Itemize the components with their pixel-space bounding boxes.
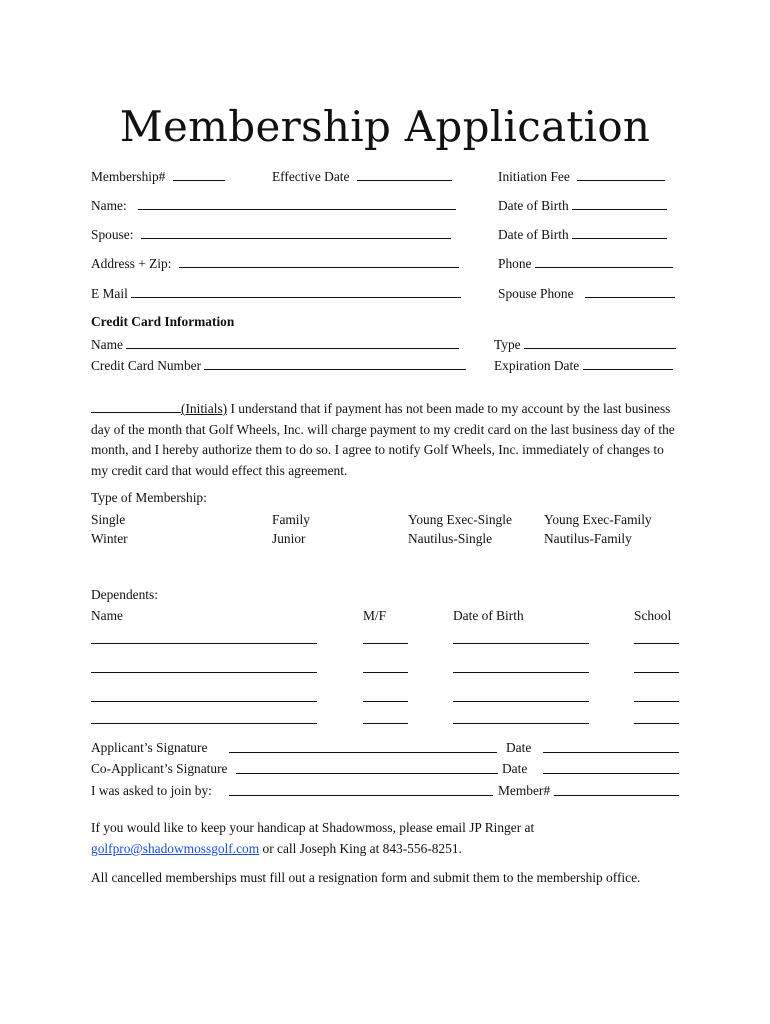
initials-label: (Initials) <box>181 401 228 416</box>
spouse-phone-label: Spouse Phone <box>498 286 574 301</box>
cancellation-text: All cancelled memberships must fill out a resignation form and submit them to the membership office. <box>91 870 641 885</box>
expiration-date-field[interactable] <box>494 357 673 374</box>
spouse-phone-field[interactable] <box>498 285 675 302</box>
dependent-school-blank[interactable] <box>634 723 679 724</box>
effective-date-field[interactable] <box>272 168 452 185</box>
dependent-school-blank[interactable] <box>634 643 679 644</box>
spouse-label: Spouse: <box>91 227 134 242</box>
email-label: E Mail <box>91 286 128 301</box>
dependent-dob-blank[interactable] <box>453 672 589 673</box>
membership-option-nautilus-single[interactable]: Nautilus-Single <box>408 531 493 546</box>
membership-number-label: Membership# <box>91 169 166 184</box>
dependents-heading: Dependents: <box>91 587 158 602</box>
credit-card-heading: Credit Card Information <box>91 314 235 329</box>
date-of-birth-field[interactable] <box>498 197 667 214</box>
contact-line <box>91 841 462 857</box>
phone-field[interactable] <box>498 255 673 272</box>
membership-option-nautilus-family[interactable]: Nautilus-Family <box>544 531 632 546</box>
card-name-blank <box>126 336 459 349</box>
dependents-col-name: Name <box>91 608 123 623</box>
dependent-dob-blank[interactable] <box>453 701 589 702</box>
spouse-date-of-birth-field[interactable] <box>498 226 667 243</box>
applicant-signature-label: Applicant’s Signature <box>91 740 208 755</box>
membership-option-young-exec-family[interactable]: Young Exec-Family <box>544 512 652 527</box>
dependent-mf-blank[interactable] <box>363 723 408 724</box>
co-applicant-signature-blank[interactable] <box>236 773 498 774</box>
card-name-label: Name <box>91 337 123 352</box>
card-type-blank <box>524 336 676 349</box>
dependent-mf-blank[interactable] <box>363 672 408 673</box>
expiration-date-label: Expiration Date <box>494 358 580 373</box>
phone-blank <box>535 255 673 268</box>
email-link[interactable]: golfpro@shadowmossgolf.com <box>91 841 260 856</box>
email-blank <box>131 285 461 298</box>
dependent-mf-blank[interactable] <box>363 643 408 644</box>
card-type-field[interactable] <box>494 336 676 353</box>
membership-option-young-exec-single[interactable]: Young Exec-Single <box>408 512 512 527</box>
name-label: Name: <box>91 198 127 213</box>
card-number-label: Credit Card Number <box>91 358 202 373</box>
spouse-date-of-birth-blank <box>572 226 667 239</box>
agreement-text: I understand that if payment has not been made to my account by the last business day of the month that Golf Wheels, Inc. will charge payment to my credit card on the last business day of the month, and I hereby authorize them to do so. I agree to notify Golf Wheels, Inc. immediately of changes to my credit card that would effect this agreement. <box>91 401 675 478</box>
membership-option-family[interactable]: Family <box>272 512 310 527</box>
card-number-blank <box>204 357 466 370</box>
name-field[interactable] <box>91 197 456 214</box>
agreement-paragraph <box>91 399 681 481</box>
dependent-dob-blank[interactable] <box>453 643 589 644</box>
membership-number-field[interactable] <box>91 168 225 185</box>
dependents-col-dob: Date of Birth <box>453 608 524 623</box>
effective-date-blank <box>357 168 452 181</box>
dependent-school-blank[interactable] <box>634 672 679 673</box>
initiation-fee-label: Initiation Fee <box>498 169 570 184</box>
membership-option-winter[interactable]: Winter <box>91 531 128 546</box>
dependents-col-school: School <box>634 608 672 623</box>
phone-label: Phone <box>498 256 532 271</box>
co-applicant-signature-label: Co-Applicant’s Signature <box>91 761 228 776</box>
spouse-field[interactable] <box>91 226 451 243</box>
card-number-field[interactable] <box>91 357 466 374</box>
applicant-date-label: Date <box>506 740 532 755</box>
applicant-signature-blank[interactable] <box>229 752 497 753</box>
dependent-name-blank[interactable] <box>91 643 317 644</box>
asked-to-join-blank[interactable] <box>229 795 493 796</box>
handicap-text: If you would like to keep your handicap at Shadowmoss, please email JP Ringer at <box>91 820 535 835</box>
co-applicant-date-label: Date <box>502 761 528 776</box>
member-number-label: Member# <box>498 783 551 798</box>
page-title: Membership Application <box>119 102 651 151</box>
card-type-label: Type <box>494 337 521 352</box>
dependents-col-mf: M/F <box>363 608 387 623</box>
dependent-name-blank[interactable] <box>91 723 317 724</box>
date-of-birth-label: Date of Birth <box>498 198 569 213</box>
address-field[interactable] <box>91 255 459 272</box>
applicant-date-blank[interactable] <box>543 752 679 753</box>
date-of-birth-blank <box>572 197 667 210</box>
dependent-name-blank[interactable] <box>91 701 317 702</box>
member-number-blank[interactable] <box>554 795 679 796</box>
email-field[interactable] <box>91 285 461 302</box>
initiation-fee-blank <box>577 168 665 181</box>
expiration-date-blank <box>583 357 673 370</box>
membership-option-single[interactable]: Single <box>91 512 126 527</box>
dependent-school-blank[interactable] <box>634 701 679 702</box>
card-name-field[interactable] <box>91 336 459 353</box>
initiation-fee-field[interactable] <box>498 168 665 185</box>
membership-number-blank <box>173 168 225 181</box>
spouse-phone-blank <box>585 285 675 298</box>
dependent-dob-blank[interactable] <box>453 723 589 724</box>
address-blank <box>179 255 459 268</box>
dependent-name-blank[interactable] <box>91 672 317 673</box>
address-label: Address + Zip: <box>91 256 172 271</box>
effective-date-label: Effective Date <box>272 169 350 184</box>
call-text: or call Joseph King at 843-556-8251. <box>259 841 462 856</box>
co-applicant-date-blank[interactable] <box>543 773 679 774</box>
dependent-mf-blank[interactable] <box>363 701 408 702</box>
membership-type-heading: Type of Membership: <box>91 490 207 505</box>
asked-to-join-label: I was asked to join by: <box>91 783 212 798</box>
membership-option-junior[interactable]: Junior <box>272 531 306 546</box>
name-blank <box>138 197 456 210</box>
spouse-date-of-birth-label: Date of Birth <box>498 227 569 242</box>
initials-blank[interactable] <box>91 400 181 413</box>
spouse-blank <box>141 226 451 239</box>
